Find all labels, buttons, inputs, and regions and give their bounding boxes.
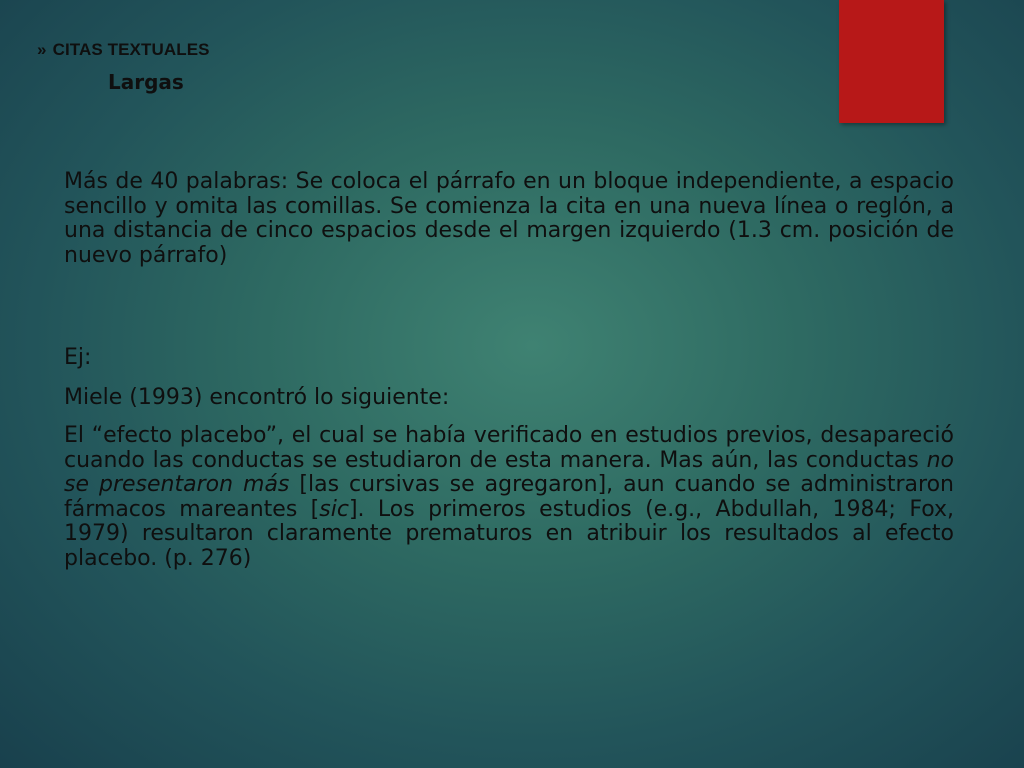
definition-paragraph: Más de 40 palabras: Se coloca el párrafo en un bloque independiente, a espacio sencillo y omita las comillas. Se comienza la cita en una nueva línea o reglón, a una distancia de cinco espacios desde el margen izquierdo (1.3 cm. posición de nuevo párrafo) (64, 169, 954, 268)
quote-text-2: [las cursivas se agregaron], aun cuando se administraron fármacos mareantes [ (64, 472, 954, 522)
block-quote (64, 424, 954, 571)
page-subtitle: Largas (108, 70, 184, 94)
quote-text-3: ]. Los primeros estudios (e.g., Abdullah, 1984; Fox, 1979) resultaron claramente prematuros en atribuir los resultados al efecto placebo. (p. 276) (64, 496, 954, 571)
example-intro: Miele (1993) encontró lo siguiente: (64, 385, 450, 410)
quote-italic-1: no se presentaron más (64, 447, 954, 497)
chevron-bullet-icon: » (37, 40, 47, 59)
section-title (37, 40, 210, 60)
example-label: Ej: (64, 345, 92, 370)
quote-text-1: El “efecto placebo”, el cual se había verificado en estudios previos, desapareció cuando las conductas se estudiaron de esta manera. Mas aún, las conductas (64, 423, 954, 473)
quote-italic-2: sic (319, 496, 349, 522)
red-accent-tab (839, 0, 944, 123)
section-title-text: CITAS TEXTUALES (52, 40, 210, 59)
